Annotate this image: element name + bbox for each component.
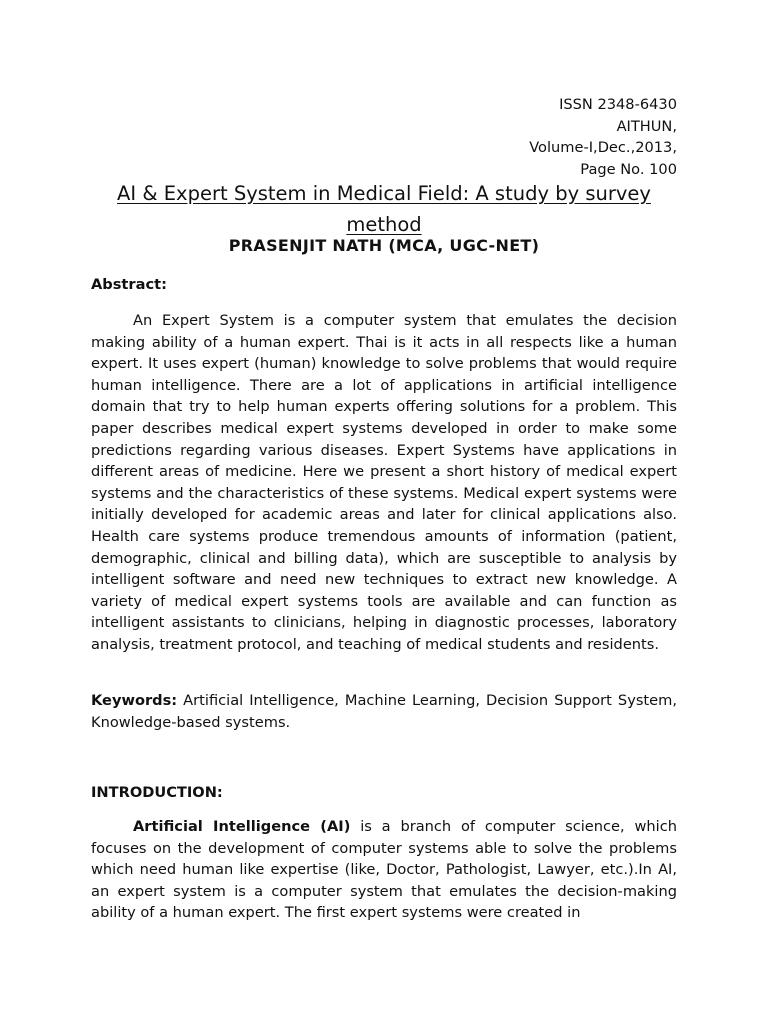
abstract-heading: Abstract: — [91, 276, 167, 293]
volume-line: Volume-I,Dec.,2013, — [529, 139, 677, 156]
keywords-label: Keywords: — [91, 692, 178, 709]
author-line: PRASENJIT NATH (MCA, UGC-NET) — [228, 236, 540, 255]
keywords-paragraph — [91, 690, 677, 733]
introduction-body — [91, 816, 677, 924]
page-number-line: Page No. 100 — [580, 160, 677, 178]
abstract-body: An Expert System is a computer system that emulates the decision making ability of a human expert. Thai is it acts in all respects like a human expert. It uses expert (human) knowledge to solve problems that would require human intelligence. There are a lot of applications in artificial intelligence domain that try to help human experts offering solutions for a problem. This paper describes medical expert systems developed in order to make some predictions regarding various diseases. Expert Systems have applications in different areas of medicine. Here we present a short history of medical expert systems and the characteristics of these systems. Medical expert systems were initially developed for academic areas and later for clinical applications also. Health care systems produce tremendous amounts of information (patient, demographic, clinical and billing data), which are susceptible to analysis by intelligent software and need new techniques to extract new knowledge. A variety of medical expert systems tools are available and can function as intelligent assistants to clinicians, helping in diagnostic processes, laboratory analysis, treatment protocol, and teaching of medical students and residents. — [91, 312, 677, 653]
introduction-heading: INTRODUCTION: — [91, 784, 223, 801]
publication-info — [529, 94, 677, 180]
journal-line: AITHUN, — [616, 117, 677, 135]
ai-term: Artificial Intelligence (AI) — [133, 818, 351, 835]
issn-line: ISSN 2348-6430 — [559, 96, 677, 113]
introduction-text: is a branch of computer science, which focuses on the development of computer systems able to solve the problems which need human like expertise (like, Doctor, Pathologist, Lawyer, etc.).In AI, an expert system is a computer system that emulates the decision-making ability of a human expert. The first expert systems were created in — [91, 818, 677, 922]
paper-title: AI & Expert System in Medical Field: A study by survey method — [117, 182, 651, 236]
keywords-text: Artificial Intelligence, Machine Learning, Decision Support System, Knowledge-based systems. — [91, 692, 677, 731]
